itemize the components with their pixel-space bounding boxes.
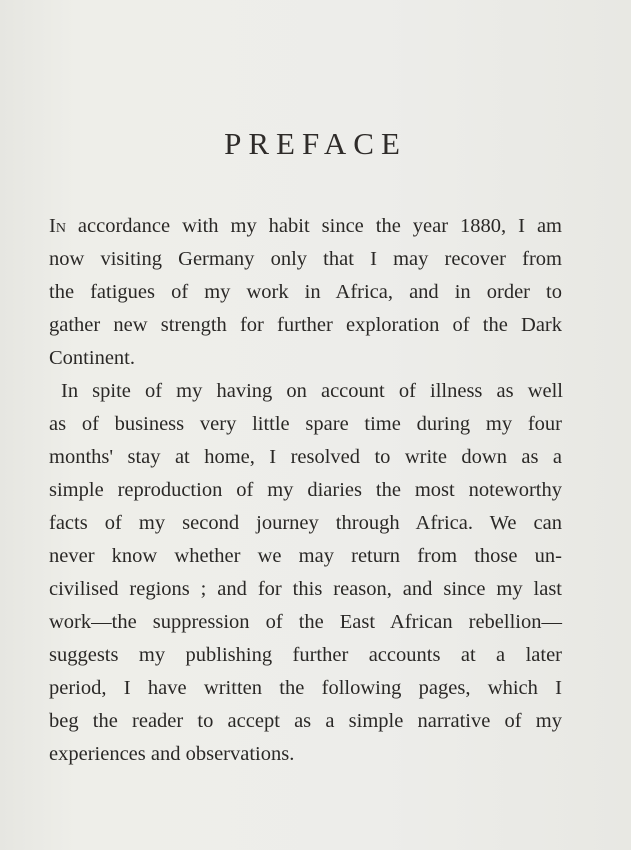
text-line: experiences and observations. — [49, 743, 295, 765]
text-line: never know whether we may return from those un- — [49, 545, 562, 567]
text-line: civilised regions ; and for this reason, and since my last — [49, 578, 562, 600]
page-title: PREFACE — [224, 126, 407, 161]
line-text: accordance with my habit since the year 1880, I am — [65, 215, 562, 237]
text-line: Continent. — [49, 347, 135, 369]
text-line: simple reproduction of my diaries the most noteworthy — [49, 479, 562, 501]
text-line: gather new strength for further exploration of the Dark — [49, 314, 562, 336]
text-line: work—the suppression of the East African rebellion— — [49, 611, 562, 633]
text-line: now visiting Germany only that I may recover from — [49, 248, 562, 270]
text-line: facts of my second journey through Africa. We can — [49, 512, 562, 534]
lead-small-caps: In — [49, 215, 66, 237]
text-line: period, I have written the following pages, which I — [49, 677, 562, 699]
text-line: the fatigues of my work in Africa, and in order to — [49, 281, 562, 303]
text-line — [49, 210, 562, 243]
text-line: months' stay at home, I resolved to write down as a — [49, 446, 562, 468]
text-line: as of business very little spare time during my four — [49, 413, 562, 435]
text-line: beg the reader to accept as a simple narrative of my — [49, 710, 562, 732]
text-line: suggests my publishing further accounts at a later — [49, 644, 562, 666]
text-line: In spite of my having on account of illness as well — [61, 380, 563, 402]
